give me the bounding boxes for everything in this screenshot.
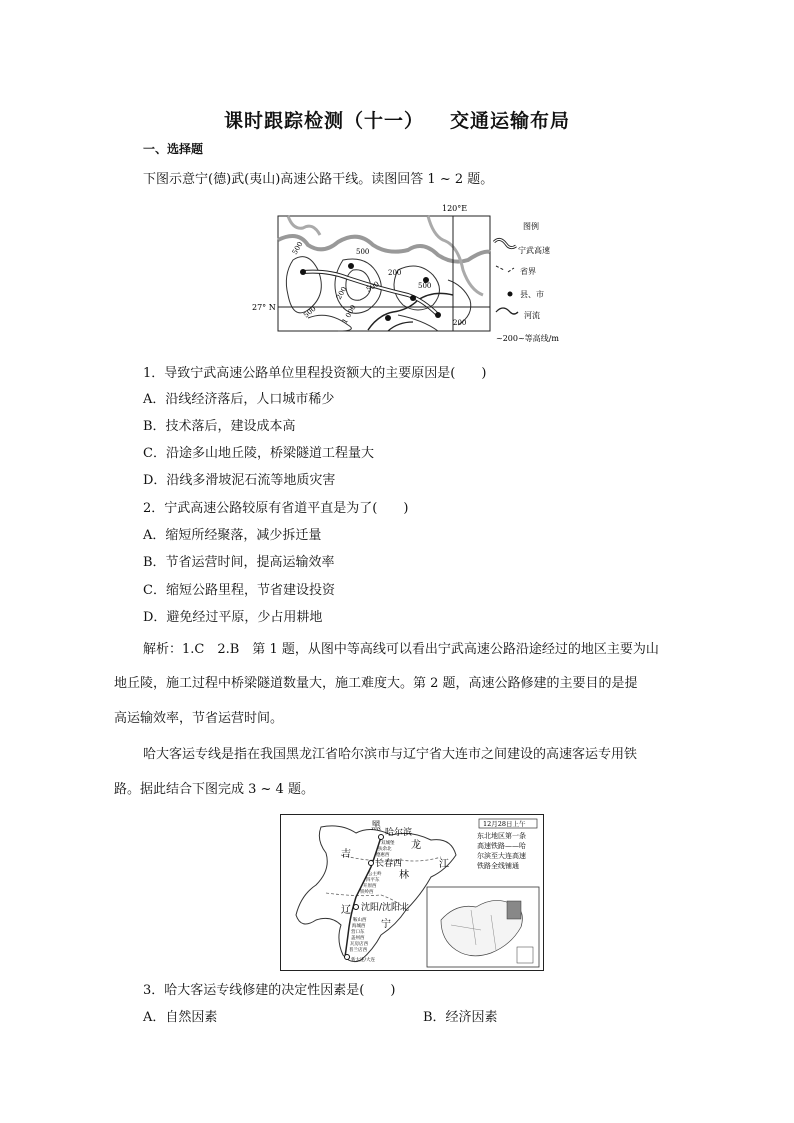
q1-option-c: C．沿途多山地丘陵，桥梁隧道工程量大 [143, 446, 374, 461]
intro-2-line-1: 哈大客运专线是指在我国黑龙江省哈尔滨市与辽宁省大连市之间建设的高速客运专用铁 [143, 747, 638, 762]
station-label: 营口东 [351, 930, 365, 935]
longitude-label: 120°E [442, 204, 468, 213]
note-line: 尔滨至大连高速 [477, 852, 526, 860]
station-label: 鞍山西 [353, 918, 367, 923]
station-label: 公主岭 [368, 872, 382, 877]
contour-label: 500 [290, 240, 305, 256]
station-label: 新大连/大连 [351, 958, 376, 963]
latitude-label: 27° N [252, 303, 276, 312]
contour-label: 500 [302, 304, 318, 320]
legend-city: 县、市 [520, 290, 544, 299]
station-label: 双城堡 [381, 841, 395, 846]
q1-option-b: B．技术落后，建设成本高 [143, 419, 296, 434]
q1-option-a: A．沿线经济落后，人口城市稀少 [143, 392, 335, 407]
legend-border: 省界 [520, 267, 536, 276]
station-label: 普兰店西 [349, 948, 367, 953]
section-heading: 一、选择题 [143, 142, 204, 156]
title-main: 课时跟踪检测（十一） [223, 110, 424, 132]
province-char: 龙 [411, 840, 421, 851]
station-label: 德惠西 [376, 853, 390, 858]
contour-label: 200 [453, 319, 467, 327]
legend-highway: 宁武高速 [518, 246, 550, 255]
contour-label: 200 [334, 285, 349, 301]
map1-figure [248, 200, 578, 348]
station-label: 海城西 [352, 924, 366, 929]
legend-river: 河流 [524, 311, 540, 320]
station-label: 四平东 [366, 878, 380, 883]
page-title [0, 106, 794, 133]
analysis-line-2: 地丘陵，施工过程中桥梁隧道数量大，施工难度大。第 2 题，高速公路修建的主要目的是提 [114, 676, 638, 691]
station-label: 瓦房店西 [350, 942, 368, 947]
q1-option-d: D．沿线多滑坡泥石流等地质灾害 [143, 473, 336, 488]
q2-option-a: A．缩短所经聚落，减少拆迁量 [143, 528, 322, 543]
title-sub: 交通运输布局 [450, 110, 571, 132]
station-label: 开原西 [363, 884, 377, 889]
legend-contour: ~200~等高线/m [496, 334, 559, 343]
city-label: 长春西 [375, 859, 403, 869]
q3-option-b: B．经济因素 [423, 1010, 498, 1025]
province-char: 吉 [341, 849, 351, 860]
q3-option-a: A．自然因素 [143, 1010, 218, 1025]
station-label: 扶余北 [378, 847, 392, 852]
city-label: 沈阳/沈阳北 [361, 903, 410, 913]
date-box: 12月28日上午 [483, 820, 526, 828]
station-label: 盖州西 [351, 936, 365, 941]
province-char: 宁 [381, 919, 391, 930]
note-line: 铁路全线铺通 [477, 862, 519, 870]
note-line: 东北地区第一条 [477, 832, 526, 840]
q2-option-d: D．避免经过平原，少占用耕地 [143, 610, 323, 625]
province-char: 辽 [341, 905, 351, 916]
note-line: 高速铁路——哈 [477, 842, 526, 850]
q2-stem: 2．宁武高速公路较原有省道平直是为了( ) [143, 501, 409, 516]
intro-1: 下图示意宁(德)武(夷山)高速公路干线。读图回答 1 ~ 2 题。 [143, 172, 494, 187]
q2-option-c: C．缩短公路里程，节省建设投资 [143, 583, 335, 598]
q3-stem: 3．哈大客运专线修建的决定性因素是( ) [143, 983, 396, 998]
analysis-line-3: 高运输效率，节省运营时间。 [114, 711, 284, 726]
map2-figure [280, 814, 544, 971]
city-label: 哈尔滨 [385, 828, 413, 838]
province-char: 江 [439, 859, 449, 870]
q1-stem: 1．导致宁武高速公路单位里程投资额大的主要原因是( ) [143, 366, 487, 381]
intro-2-line-2: 路。据此结合下图完成 3 ~ 4 题。 [114, 782, 314, 797]
station-label: 铁岭西 [360, 890, 374, 895]
q2-option-b: B．节省运营时间，提高运输效率 [143, 555, 335, 570]
map1-svg [248, 200, 578, 348]
contour-label: 500 [418, 282, 432, 290]
map2-svg [281, 815, 543, 970]
analysis-line-1: 解析：1.C 2.B 第 1 题，从图中等高线可以看出宁武高速公路沿途经过的地区主要为山 [143, 642, 659, 657]
contour-label: 500 [365, 280, 381, 294]
legend-title: 图例 [523, 222, 539, 231]
contour-label: 1 000 [340, 303, 358, 325]
province-char: 黑 [371, 821, 381, 832]
contour-label: 500 [356, 248, 370, 256]
contour-label: 200 [388, 269, 402, 277]
province-char: 林 [399, 870, 409, 881]
